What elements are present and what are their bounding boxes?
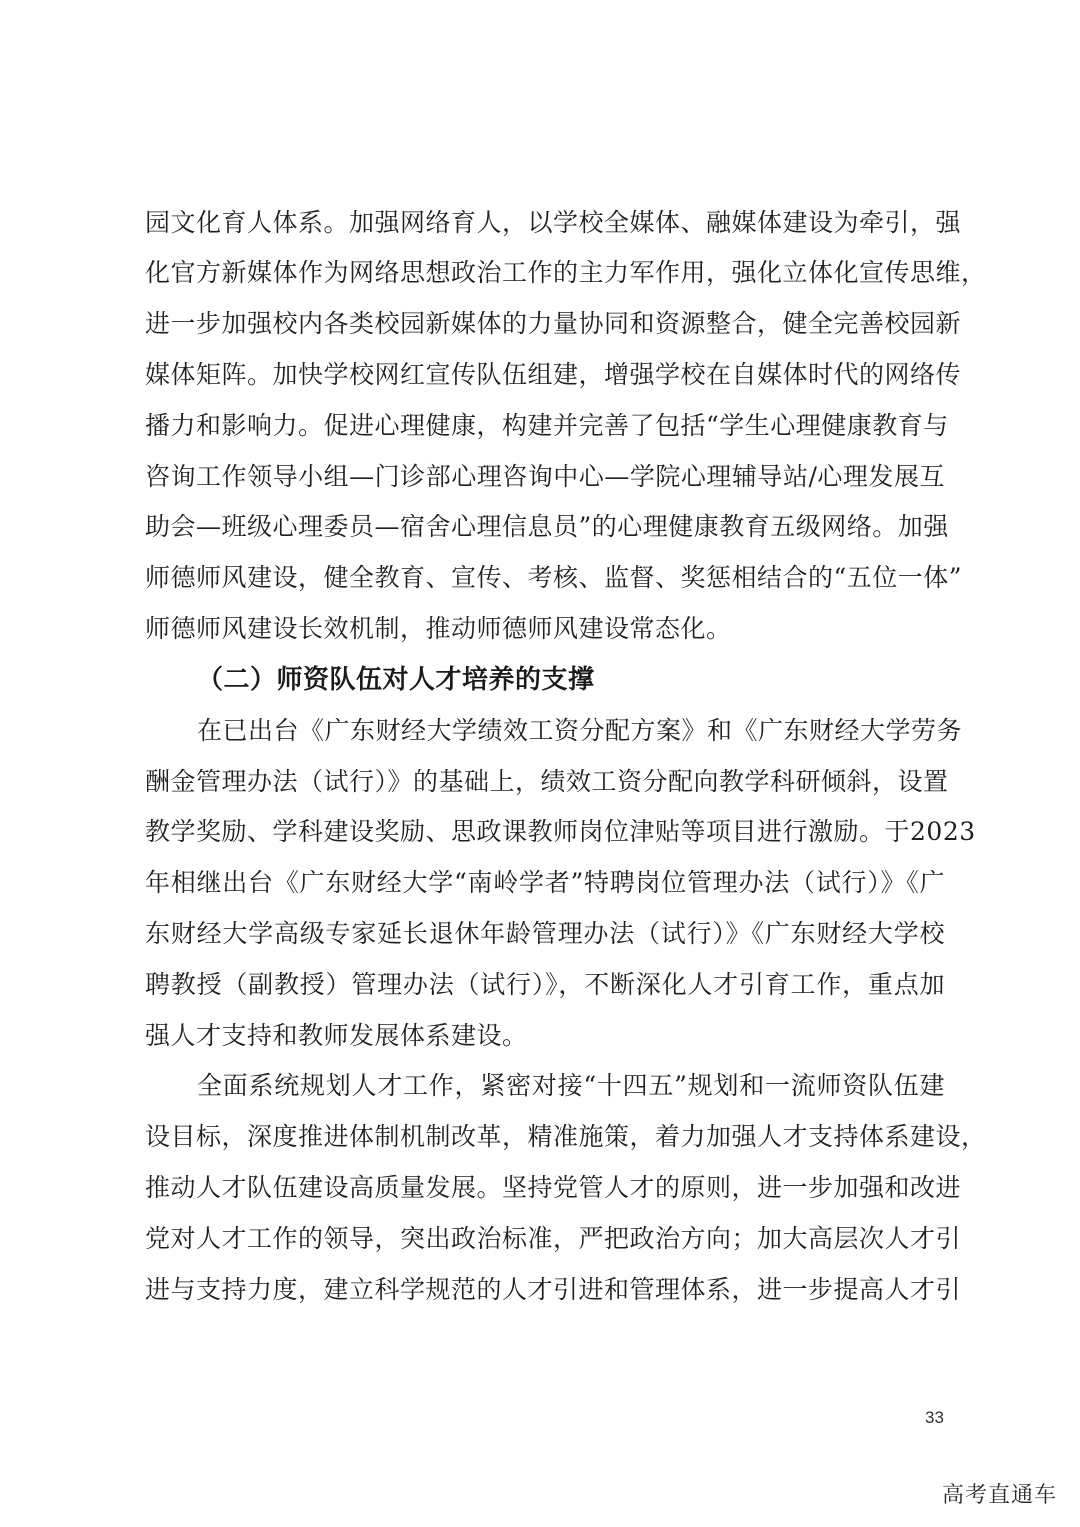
section-heading: （二）师资队伍对人才培养的支撑 xyxy=(197,665,595,695)
text-line: 园文化育人体系。加强网络育人，以学校全媒体、融媒体建设为牵引，强 xyxy=(145,208,962,237)
text-line: 推动人才队伍建设高质量发展。坚持党管人才的原则，进一步加强和改进 xyxy=(145,1173,962,1202)
text-line: 咨询工作领导小组—门诊部心理咨询中心—学院心理辅导站/心理发展互 xyxy=(145,462,945,491)
text-line: 酬金管理办法（试行）》的基础上，绩效工资分配向教学科研倾斜，设置 xyxy=(145,767,949,796)
text-line: 在已出台《广东财经大学绩效工资分配方案》和《广东财经大学劳务 xyxy=(197,716,963,745)
text-line: 媒体矩阵。加快学校网红宣传队伍组建，增强学校在自媒体时代的网络传 xyxy=(145,360,962,389)
text-line: 聘教授（副教授）管理办法（试行）》，不断深化人才引育工作，重点加 xyxy=(145,970,945,999)
text-line: 东财经大学高级专家延长退休年龄管理办法（试行）》《广东财经大学校 xyxy=(145,919,945,948)
text-line: 进与支持力度，建立科学规范的人才引进和管理体系，进一步提高人才引 xyxy=(145,1275,962,1304)
text-line: 师德师风建设，健全教育、宣传、考核、监督、奖惩相结合的“五位一体” xyxy=(145,563,963,592)
text-line: 强人才支持和教师发展体系建设。 xyxy=(145,1021,528,1050)
text-line: 教学奖励、学科建设奖励、思政课教师岗位津贴等项目进行激励。于2023 xyxy=(145,817,976,846)
text-line: 进一步加强校内各类校园新媒体的力量协同和资源整合，健全完善校园新 xyxy=(145,309,962,338)
text-line: 化官方新媒体作为网络思想政治工作的主力军作用，强化立体化宣传思维， xyxy=(145,258,987,287)
text-line: 设目标，深度推进体制机制改革，精准施策，着力加强人才支持体系建设， xyxy=(145,1122,987,1151)
text-line: 党对人才工作的领导，突出政治标准，严把政治方向；加大高层次人才引 xyxy=(145,1224,962,1253)
page-number: 33 xyxy=(925,1408,944,1427)
text-line: 年相继出台《广东财经大学“南岭学者”特聘岗位管理办法（试行）》《广 xyxy=(145,868,945,897)
text-line: 播力和影响力。促进心理健康，构建并完善了包括“学生心理健康教育与 xyxy=(145,411,949,440)
watermark-text: 高考直通车 xyxy=(942,1483,1058,1508)
text-line: 全面系统规划人才工作，紧密对接“十四五”规划和一流师资队伍建 xyxy=(197,1071,945,1100)
text-line: 师德师风建设长效机制，推动师德师风建设常态化。 xyxy=(145,614,732,643)
text-line: 助会—班级心理委员—宿舍心理信息员”的心理健康教育五级网络。加强 xyxy=(145,512,949,541)
